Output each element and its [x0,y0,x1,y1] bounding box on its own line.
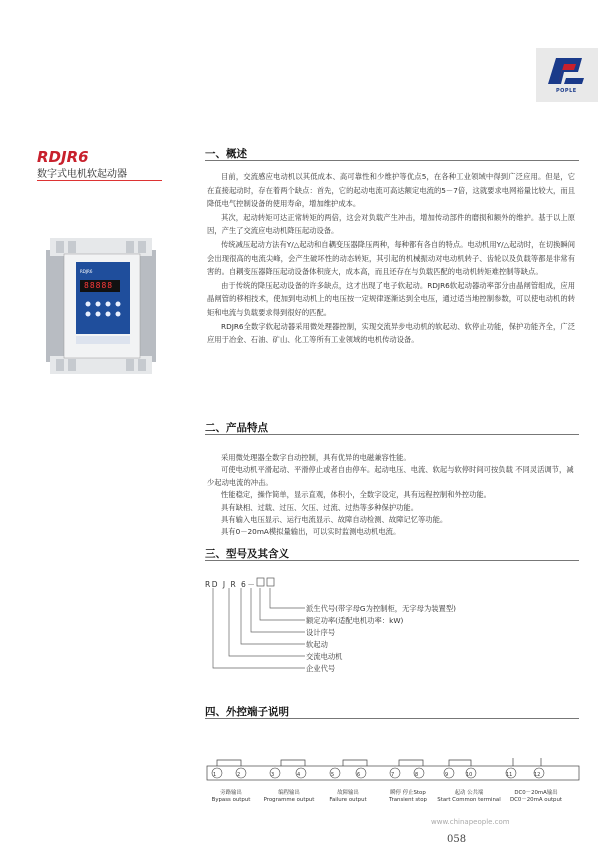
model-meaning: 交流电动机 [306,652,343,661]
terminal-label-cn: 起动 公共端 [454,790,484,796]
terminal-number: 1 [213,772,217,778]
terminal-label-en: Transient stop [389,797,427,803]
feature-item: 采用微处理器全数字自动控制，具有优异的电磁兼容性能。 [221,453,411,462]
terminal-number: 10 [466,772,473,778]
terminal-number: 5 [331,772,335,778]
terminal-number: 3 [271,772,275,778]
brand-logo [536,48,598,102]
terminal-number: 11 [506,772,513,778]
feature-item: 可使电动机平滑起动、平滑停止或者自由停车。起动电压、电流、软起与软停时间可按负载 不同灵活调节，减少起动电流的冲击。 [207,465,574,487]
section-model-title: 三、型号及其含义 [205,548,289,560]
model-meaning: 额定功率(适配电机功率：kW) [306,616,404,625]
terminal-label-cn: 瞬停 停止Stop [390,790,426,796]
terminal-label [261,790,317,804]
model-meaning: 派生代号(带字母G为控制柜，无字母为装置型) [306,604,456,613]
terminal-number: 9 [445,772,449,778]
overview-paragraph: 目前，交流感应电动机以其低成本、高可靠性和少维护等优点5，在各种工业领域中得到广泛应用。但是，它在直接起动时，存在着两个缺点：首先，它的起动电流可高达额定电流的5－7倍，这就要求电网裕量比较大，而且降低电气控制设备的使用寿命，增加维护成本。 [207,172,575,209]
feature-item: 性能稳定，操作简单，显示直观，体积小，全数字设定，具有远程控制和外控功能。 [221,490,491,500]
terminal-label [381,790,435,804]
product-model: RDJR6 [37,148,89,166]
feature-item: 具有缺相、过载、过压、欠压、过流、过热等多种保护功能。 [221,502,419,512]
terminal-label [505,790,567,804]
page-number: 058 [447,834,467,845]
section-overview-title: 一、概述 [205,148,247,160]
logo-text: POPLE [556,88,577,94]
terminal-number: 4 [297,772,301,778]
feature-item: 具有0－20mA模拟量输出，可以实时监测电动机电流。 [221,527,401,537]
model-meaning: 企业代号 [306,664,336,673]
website-url: www.chinapeople.com [431,818,510,826]
terminal-label-en: Start Common terminal [437,797,501,803]
pople-logo-icon [544,54,590,90]
model-code-diagram [205,576,315,680]
terminal-number: 12 [534,772,541,778]
terminal-label-en: Failure output [329,797,367,803]
feature-item: 具有输入电压显示、运行电流显示、故障自动检测、故障记忆等功能。 [221,515,448,525]
overview-paragraph: 其次，起动转矩可达正常转矩的两倍，这会对负载产生冲击，增加传动部件的磨损和额外的维护。基于以上原因，产生了交流应电动机降压起动设备。 [207,212,575,236]
terminal-label-en: Bypass output [211,797,251,803]
features-list [207,452,577,539]
overview-paragraph: 由于传统的降压起动设备的许多缺点，这才出现了电子软起动。RDJR6软起动器动率部分由晶闸管组成，应用晶闸管的移相技术，使加到电动机上的电压按一定规律逐渐达到全电压，通过适当地控制参数，可以使电动机的转矩和电流与负载要求得到很好的匹配。 [207,280,575,317]
terminal-label [437,790,501,804]
model-code: RD J R 6－ [205,580,257,589]
terminal-label-cn: DC0－20mA输出 [514,790,558,796]
section-terminals-title: 四、外控端子说明 [205,706,289,718]
terminal-number: 2 [237,772,241,778]
product-name: 数字式电机软起动器 [37,169,127,180]
terminal-label-cn: 旁路输出 [220,790,242,796]
model-meaning: 软起动 [306,640,328,649]
overview-paragraph: RDJR6全数字软起动器采用微处理器控制，实现交流异步电动机的软起动、软停止功能，保护功能齐全，广泛应用于冶金、石油、矿山、化工等所有工业领域的电机传动设备。 [207,321,575,345]
section-divider [205,434,579,435]
device-display: 88888 [84,281,114,290]
section-features-title: 二、产品特点 [205,422,268,434]
terminal-number: 6 [357,772,361,778]
device-image [36,232,166,380]
terminal-label-cn: 故障输出 [337,790,359,796]
terminal-number: 8 [415,772,419,778]
title-underline [37,180,162,181]
section-divider [205,718,579,719]
terminal-number: 7 [391,772,395,778]
section-divider [205,560,579,561]
terminal-label [207,790,255,804]
terminal-label-en: DC0－20mA output [509,797,563,803]
terminal-label-en: Programme output [263,797,315,803]
terminal-label-cn: 编程输出 [278,790,300,796]
overview-paragraph: 传统减压起动方法有Y/△起动和自耦变压器降压两种，每种都有各自的特点。电动机用Y/△起动时，在切换瞬间会出现很高的电流尖峰，会产生破坏性的动态转矩，其引起的机械振动对电动机转子、齿轮以及负载等都是非常有害的。自耦变压器降压起动设备体积庞大，成本高，而且还存在与负载匹配的电动机转矩难控制等缺点。 [207,239,575,277]
terminal-diagram [205,762,580,812]
terminal-label [323,790,373,804]
section-divider [205,160,579,161]
device-label: RDJR6 [80,269,93,274]
model-meaning: 设计序号 [306,628,336,637]
overview-body [207,170,575,347]
